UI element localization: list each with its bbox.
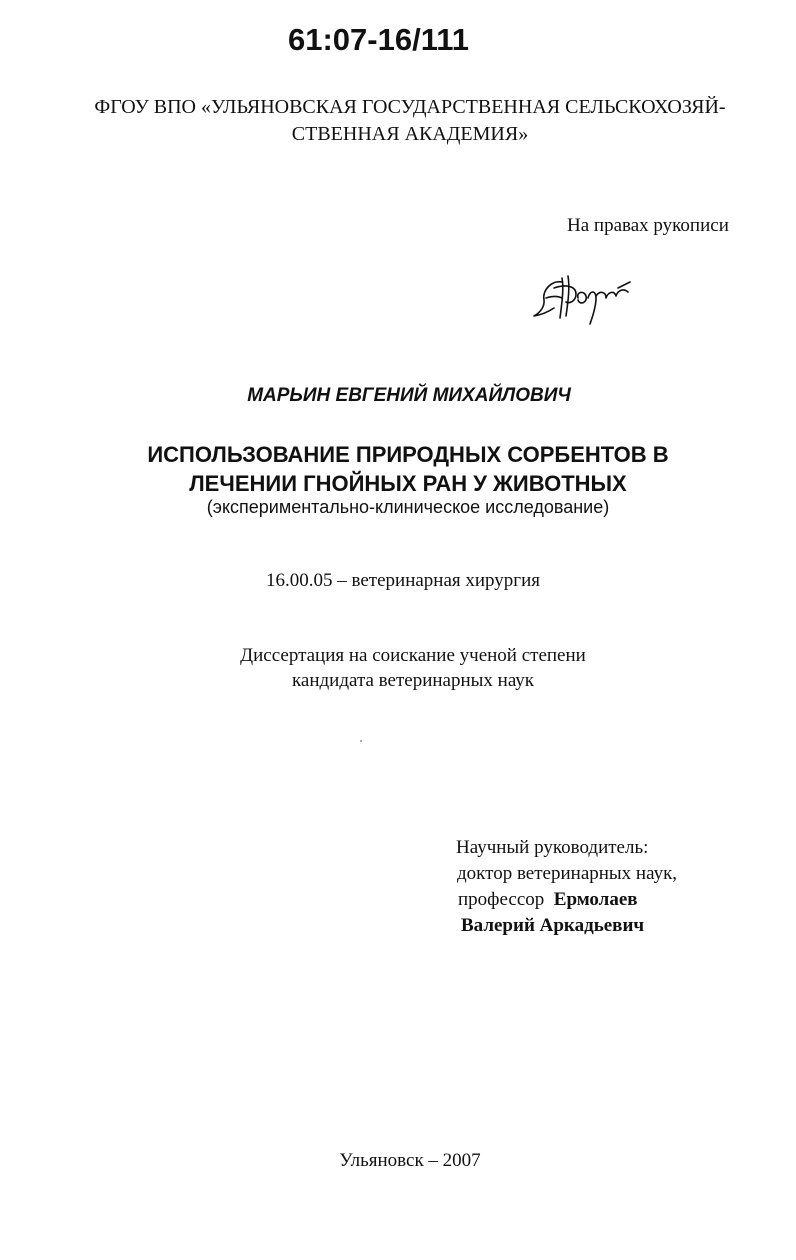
supervisor-surname: Ермолаев: [553, 889, 638, 910]
scan-speck: [360, 740, 362, 742]
degree-line-2: кандидата ветеринарных наук: [291, 670, 535, 691]
specialty-code: 16.00.05 – ветеринарная хирургия: [266, 570, 541, 591]
organization-line-1: ФГОУ ВПО «УЛЬЯНОВСКАЯ ГОСУДАРСТВЕННАЯ СЕЛЬСКОХОЗЯЙ-: [94, 96, 726, 118]
dissertation-title: [0, 440, 796, 498]
author-name: МАРЬИН ЕВГЕНИЙ МИХАЙЛОВИЧ: [247, 385, 571, 406]
organization-name: [40, 94, 780, 148]
supervisor-role: Научный руководитель:: [456, 837, 649, 858]
organization-line-2: СТВЕННАЯ АКАДЕМИЯ»: [291, 123, 529, 145]
city-year: Ульяновск – 2007: [339, 1150, 481, 1171]
author-signature: [532, 268, 642, 328]
supervisor-degree: доктор ветеринарных наук,: [457, 863, 678, 884]
catalog-number: 61:07-16/111: [288, 22, 470, 57]
rights-note: На правах рукописи: [567, 215, 729, 236]
supervisor-block: [456, 835, 677, 939]
degree-line-1: Диссертация на соискание ученой степени: [240, 645, 586, 666]
title-line-1: ИСПОЛЬЗОВАНИЕ ПРИРОДНЫХ СОРБЕНТОВ В: [147, 442, 669, 467]
dissertation-subtitle: (экспериментально-клиническое исследование): [206, 497, 610, 517]
degree-statement: [0, 643, 796, 693]
supervisor-title: профессор: [458, 889, 545, 910]
title-line-2: ЛЕЧЕНИИ ГНОЙНЫХ РАН У ЖИВОТНЫХ: [189, 471, 627, 496]
supervisor-given-names: Валерий Аркадьевич: [461, 915, 645, 936]
supervisor-title-line: [456, 887, 677, 913]
